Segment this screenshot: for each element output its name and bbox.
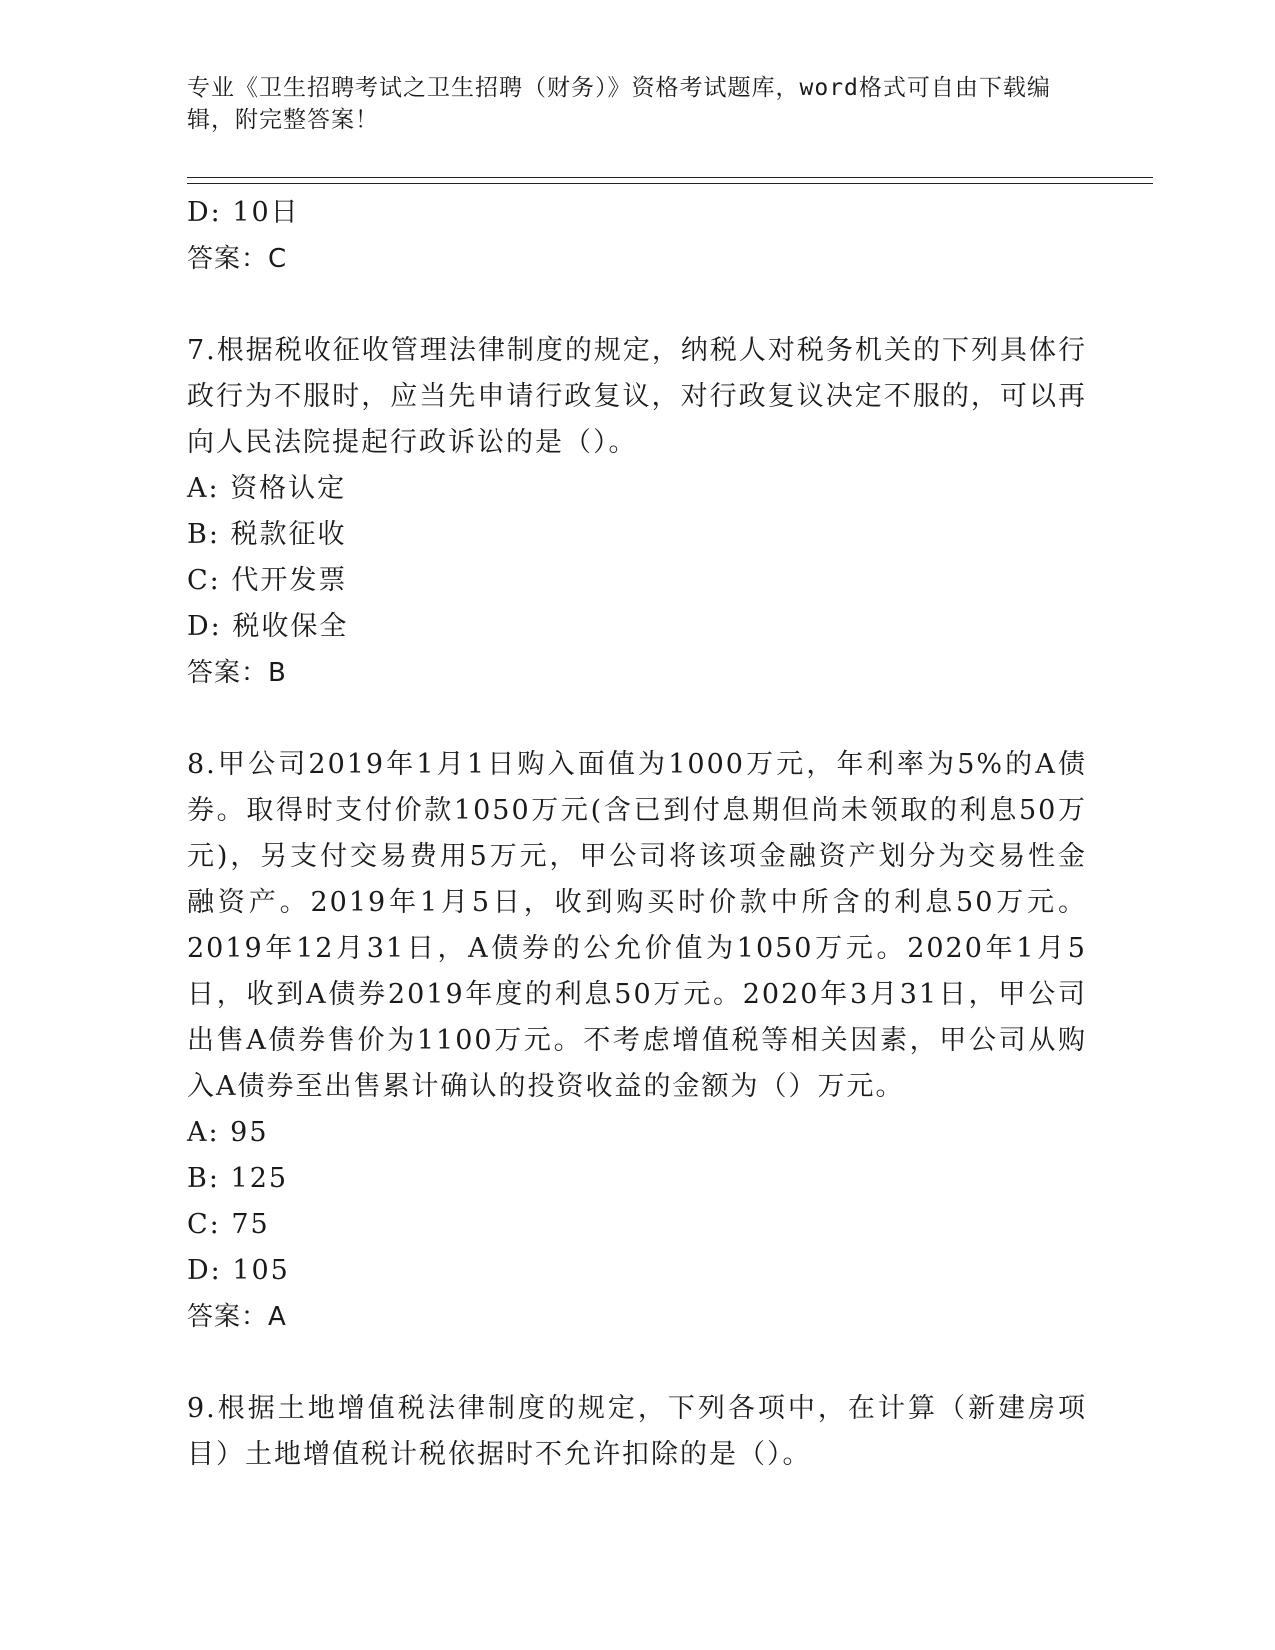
spacer <box>187 282 1087 328</box>
question-9-stem: 9.根据土地增值税法律制度的规定，下列各项中，在计算（新建房项目）土地增值税计税依据时不允许扣除的是（）。 <box>187 1393 1087 1470</box>
spacer <box>187 696 1087 742</box>
question-7-option-b: B: 税款征收 <box>187 519 347 550</box>
question-7-stem: 7.根据税收征收管理法律制度的规定，纳税人对税务机关的下列具体行政行为不服时，应当先申请行政复议，对行政复议决定不服的，可以再向人民法院提起行政诉讼的是（）。 <box>187 335 1087 458</box>
question-8-option-a: A: 95 <box>187 1117 269 1148</box>
question-8-option-d: D: 105 <box>187 1255 290 1286</box>
question-7-option-c: C: 代开发票 <box>187 565 348 596</box>
question-8-option-c: C: 75 <box>187 1209 270 1240</box>
question-8-stem: 8.甲公司2019年1月1日购入面值为1000万元，年利率为5%的A债券。取得时支付价款1050万元(含已到付息期但尚未领取的利息50万元)，另支付交易费用5万元，甲公司将该项金融资产划分为交易性金融资产。2019年1月5日，收到购买时价款中所含的利息50万元。2019年12月31日，A债券的公允价值为1050万元。2020年1月5日，收到A债券2019年度的利息50万元。2020年3月31日，甲公司出售A债券售价为1100万元。不考虑增值税等相关因素，甲公司从购入A债券至出售累计确认的投资收益的金额为（）万元。 <box>187 749 1087 1102</box>
spacer <box>187 1340 1087 1386</box>
header-rule-bottom <box>187 183 1153 184</box>
question-7-answer: 答案：B <box>187 658 287 688</box>
header-rule-top <box>187 177 1153 178</box>
prev-option-d: D: 10日 <box>187 197 300 228</box>
question-8-option-b: B: 125 <box>187 1163 289 1194</box>
document-header: 专业《卫生招聘考试之卫生招聘（财务）》资格考试题库，word格式可自由下载编辑，附完整答案！ <box>187 75 1051 133</box>
document-body <box>187 190 1087 1478</box>
prev-answer: 答案：C <box>187 244 288 274</box>
question-7-option-d: D: 税收保全 <box>187 611 349 642</box>
question-8-answer: 答案：A <box>187 1302 287 1332</box>
question-7-option-a: A: 资格认定 <box>187 473 347 504</box>
